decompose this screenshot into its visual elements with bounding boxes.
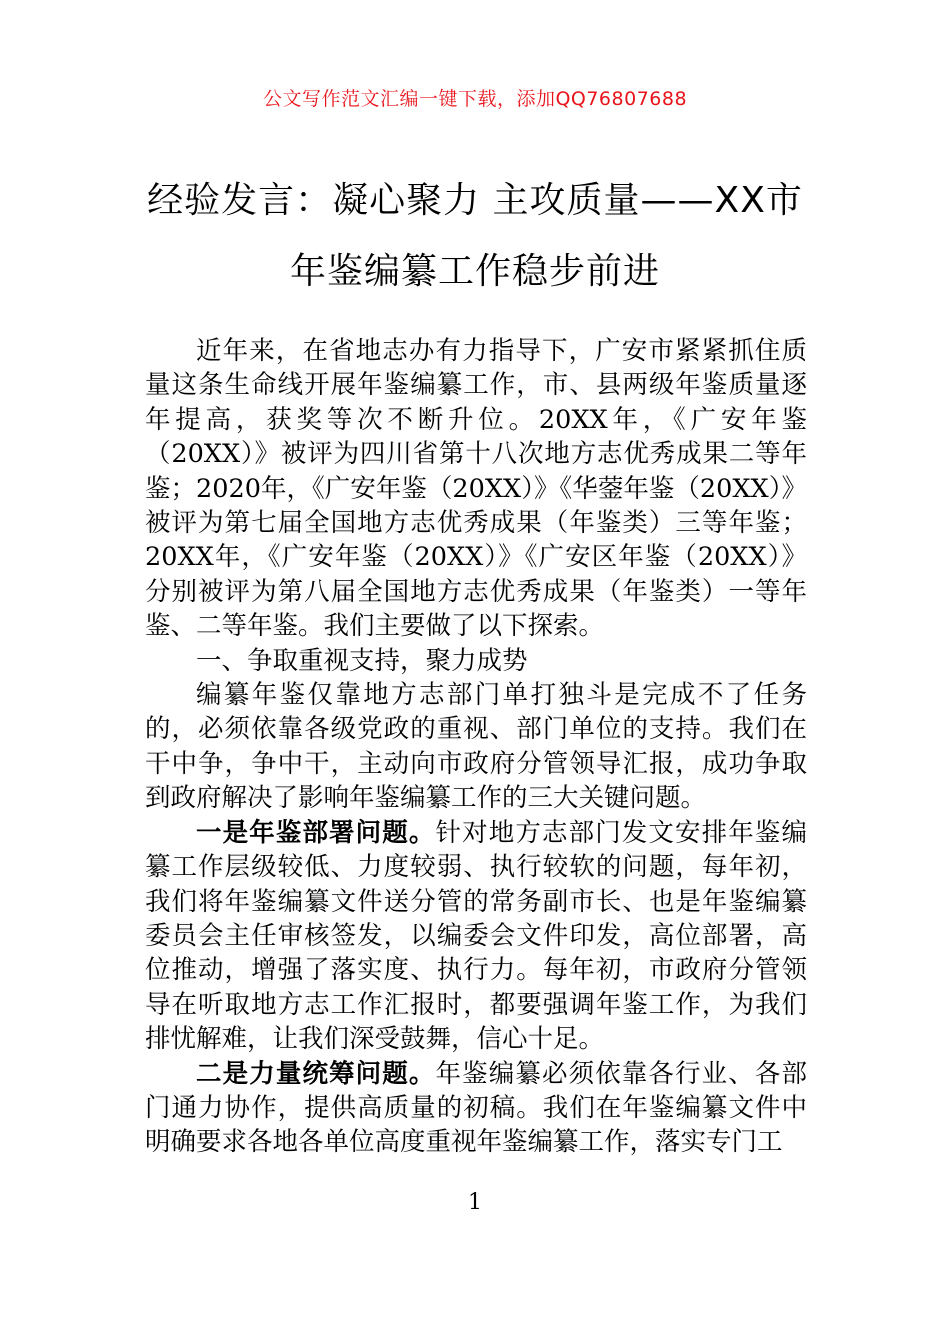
paragraph-text: 针对地方志部门发文安排年鉴编纂工作层级较低、力度较弱、执行较软的问题，每年初，我们将年鉴编纂文件送分管的常务副市长、也是年鉴编纂委员会主任审核签发，以编委会文件印发，高位部署，高位推动，增强了落实度、执行力。每年初，市政府分管领导在听取地方志工作汇报时，都要强调年鉴工作，为我们排忧解难，让我们深受鼓舞，信心十足。: [145, 817, 807, 1055]
paragraph-text: 年鉴编纂必须依靠各行业、各部门通力协作，提供高质量的初稿。我们在年鉴编纂文件中明确要求各地各单位高度重视年鉴编纂工作，落实专门工: [145, 1058, 807, 1158]
paragraph-bold-lead: 一是年鉴部署问题。: [196, 817, 436, 848]
paragraph-point-1: [145, 816, 807, 1057]
page-number: 1: [468, 1190, 482, 1215]
paragraph-bold-lead: 二是力量统筹问题。: [196, 1058, 436, 1089]
promo-header: 公文写作范文汇编一键下载，添加QQ76807688: [262, 88, 688, 110]
paragraph-point-2: [145, 1057, 807, 1160]
section-heading-text: 一、争取重视支持，聚力成势: [196, 645, 528, 676]
paragraph-intro: [145, 334, 807, 644]
paragraph-section-1: [145, 678, 807, 816]
paragraph-text: 近年来，在省地志办有力指导下，广安市紧紧抓住质量这条生命线开展年鉴编纂工作，市、县两级年鉴质量逐年提高，获奖等次不断升位。20XX年，《广安年鉴（20XX）》被评为四川省第十八次地方志优秀成果二等年鉴；2020年，《广安年鉴（20XX）》《华蓥年鉴（20XX）》被评为第七届全国地方志优秀成果（年鉴类）三等年鉴；20XX年，《广安年鉴（20XX）》《广安区年鉴（20XX）》分别被评为第八届全国地方志优秀成果（年鉴类）一等年鉴、二等年鉴。我们主要做了以下探索。: [145, 336, 807, 642]
document-body: [145, 334, 807, 1160]
document-title-line-1: 经验发言：凝心聚力 主攻质量——XX市: [147, 180, 803, 221]
section-heading-1: [145, 644, 807, 678]
document-title-line-2: 年鉴编纂工作稳步前进: [289, 251, 660, 292]
paragraph-text: 编纂年鉴仅靠地方志部门单打独斗是完成不了任务的，必须依靠各级党政的重视、部门单位的支持。我们在干中争，争中干，主动向市政府分管领导汇报，成功争取到政府解决了影响年鉴编纂工作的三大关键问题。: [145, 680, 807, 814]
